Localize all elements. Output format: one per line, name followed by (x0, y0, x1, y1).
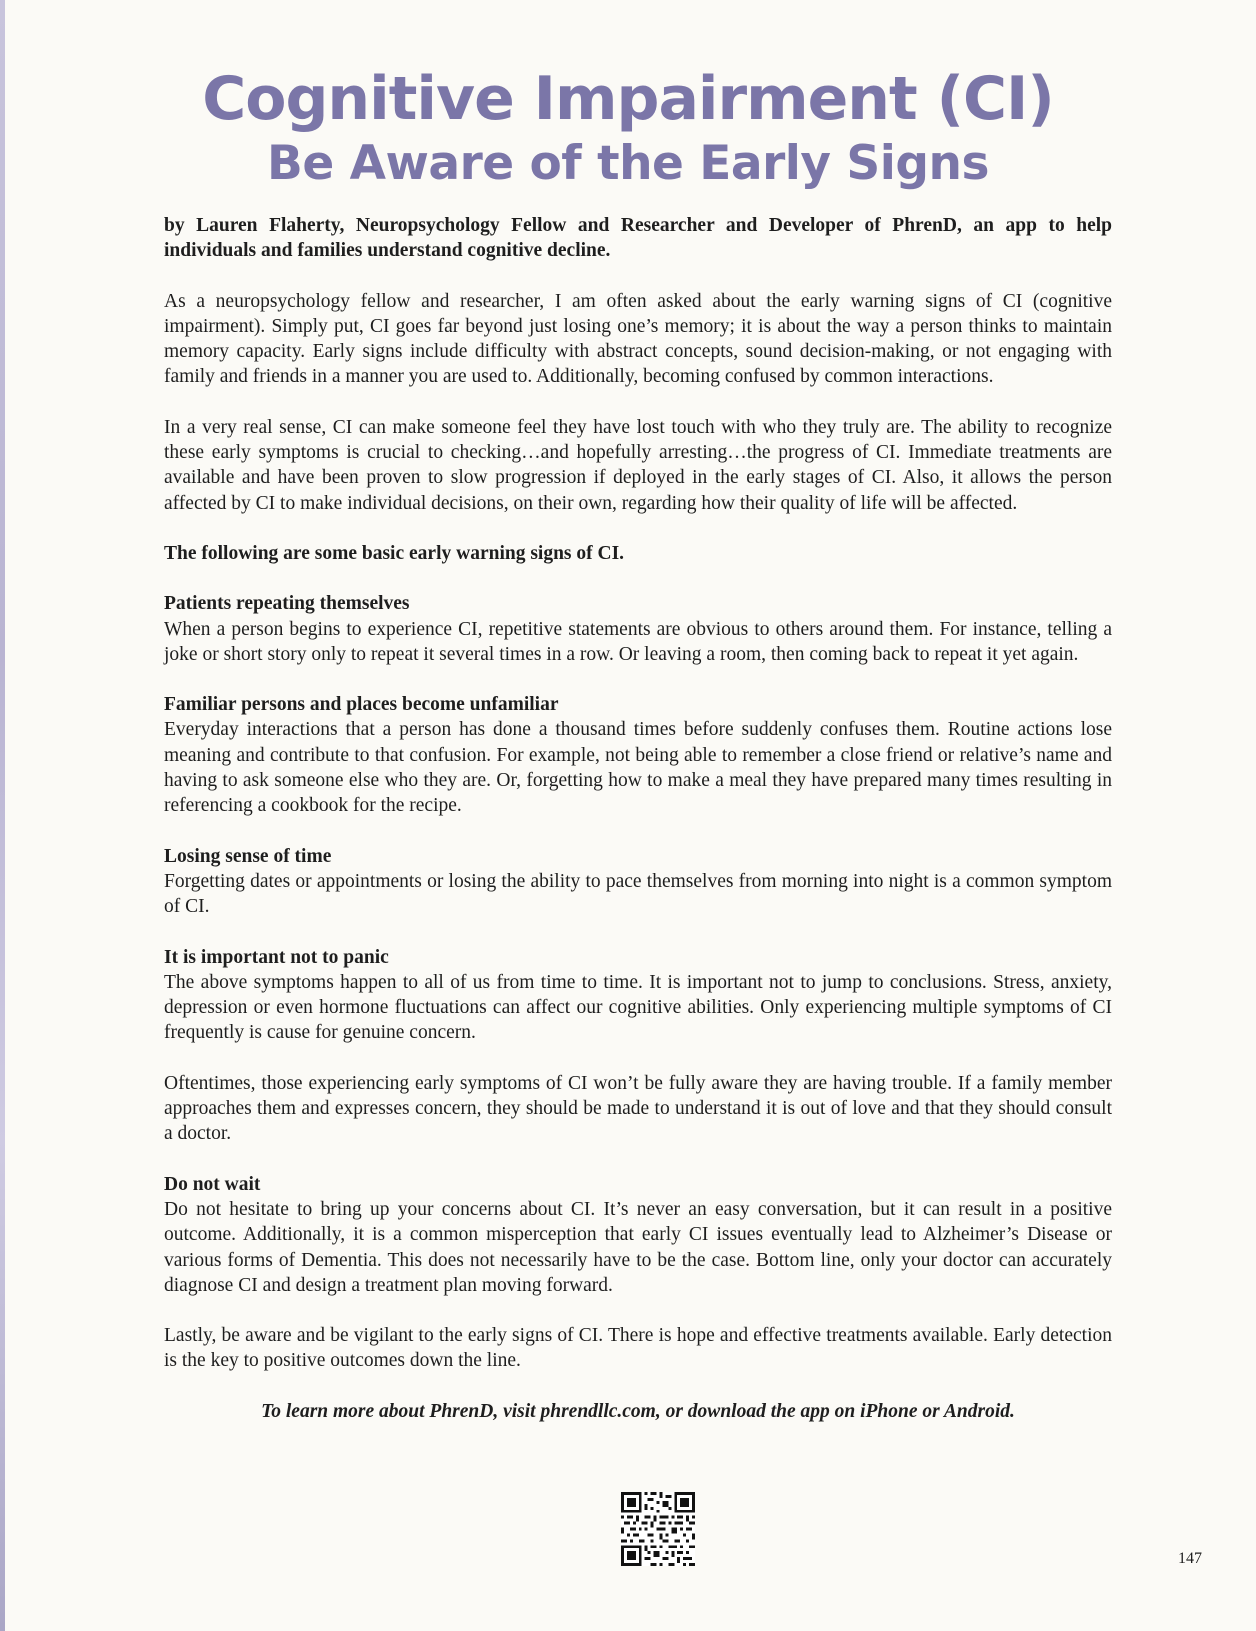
section-heading: Patients repeating themselves (164, 593, 410, 615)
qr-code-icon[interactable] (621, 1492, 695, 1566)
section-heading: Familiar persons and places become unfamiliar (164, 694, 559, 716)
page-subtitle: Be Aware of the Early Signs (267, 136, 989, 191)
title-block (0, 64, 1256, 194)
page-title: Cognitive Impairment (CI) (202, 64, 1054, 134)
page-edge-stripe (0, 0, 5, 1631)
section-heading: Do not wait (164, 1173, 261, 1195)
panic-followup-paragraph: Oftentimes, those experiencing early symptoms of CI won’t be fully aware they are having trouble. If a family member approaches them and expresses concern, they should be made to understand it is out of love and that they should consult a doctor. (164, 1072, 1112, 1145)
section-text: Forgetting dates or appointments or losing the ability to pace themselves from morning into night is a common symptom of CI. (164, 870, 1112, 918)
signs-lead: The following are some basic early warning signs of CI. (164, 542, 625, 564)
section-heading: It is important not to panic (164, 946, 389, 968)
page-number: 147 (1178, 1550, 1202, 1567)
section-heading: Losing sense of time (164, 845, 332, 867)
section-text: The above symptoms happen to all of us from time to time. It is important not to jump to conclusions. Stress, anxiety, depression or even hormone fluctuations can affect our cognitive abilities. Only experiencing multiple symptoms of CI frequently is cause for genuine concern. (164, 971, 1112, 1044)
byline: by Lauren Flaherty, Neuropsychology Fellow and Researcher and Developer of PhrenD, an app to help individuals and families understand cognitive decline. (164, 215, 1112, 262)
section-repeating (164, 591, 1112, 667)
intro-paragraph-1: As a neuropsychology fellow and researcher, I am often asked about the early warning signs of CI (cognitive impairment). Simply put, CI goes far beyond just losing one’s memory; it is about the way a person thinks to maintain memory capacity. Early signs include difficulty with abstract concepts, sound decision-making, or not engaging with family and friends in a manner you are used to. Additionally, becoming confused by common interactions. (164, 290, 1112, 388)
section-text: Do not hesitate to bring up your concerns about CI. It’s never an easy conversation, but it can result in a positive outcome. Additionally, it is a common misperception that early CI issues eventually lead to Alzheimer’s Disease or various forms of Dementia. This does not necessarily have to be the case. Bottom line, only your doctor can accurately diagnose CI and design a treatment plan moving forward. (164, 1198, 1112, 1296)
lastly-paragraph: Lastly, be aware and be vigilant to the early signs of CI. There is hope and effective treatments available. Early detection is the key to positive outcomes down the line. (164, 1325, 1112, 1372)
section-time (164, 844, 1112, 920)
closing-call-to-action: To learn more about PhrenD, visit phrendllc.com, or download the app on iPhone or Android. (261, 1400, 1015, 1422)
section-panic (164, 945, 1112, 1046)
article-body (164, 213, 1112, 1449)
section-unfamiliar (164, 692, 1112, 818)
section-do-not-wait (164, 1172, 1112, 1298)
intro-paragraph-2: In a very real sense, CI can make someone feel they have lost touch with who they truly are. The ability to recognize these early symptoms is crucial to checking…and hopefully arresting…the progress of CI. Immediate treatments are available and have been proven to slow progression if deployed in the early stages of CI. Also, it allows the person affected by CI to make individual decisions, on their own, regarding how their quality of life will be affected. (164, 416, 1112, 514)
section-text: Everyday interactions that a person has done a thousand times before suddenly confuses them. Routine actions lose meaning and contribute to that confusion. For example, not being able to remember a close friend or relative’s name and having to ask someone else who they are. Or, forgetting how to make a meal they have prepared many times resulting in referencing a cookbook for the recipe. (164, 719, 1112, 817)
section-text: When a person begins to experience CI, repetitive statements are obvious to others around them. For instance, telling a joke or short story only to repeat it several times in a row. Or leaving a room, then coming back to repeat it yet again. (164, 618, 1112, 665)
